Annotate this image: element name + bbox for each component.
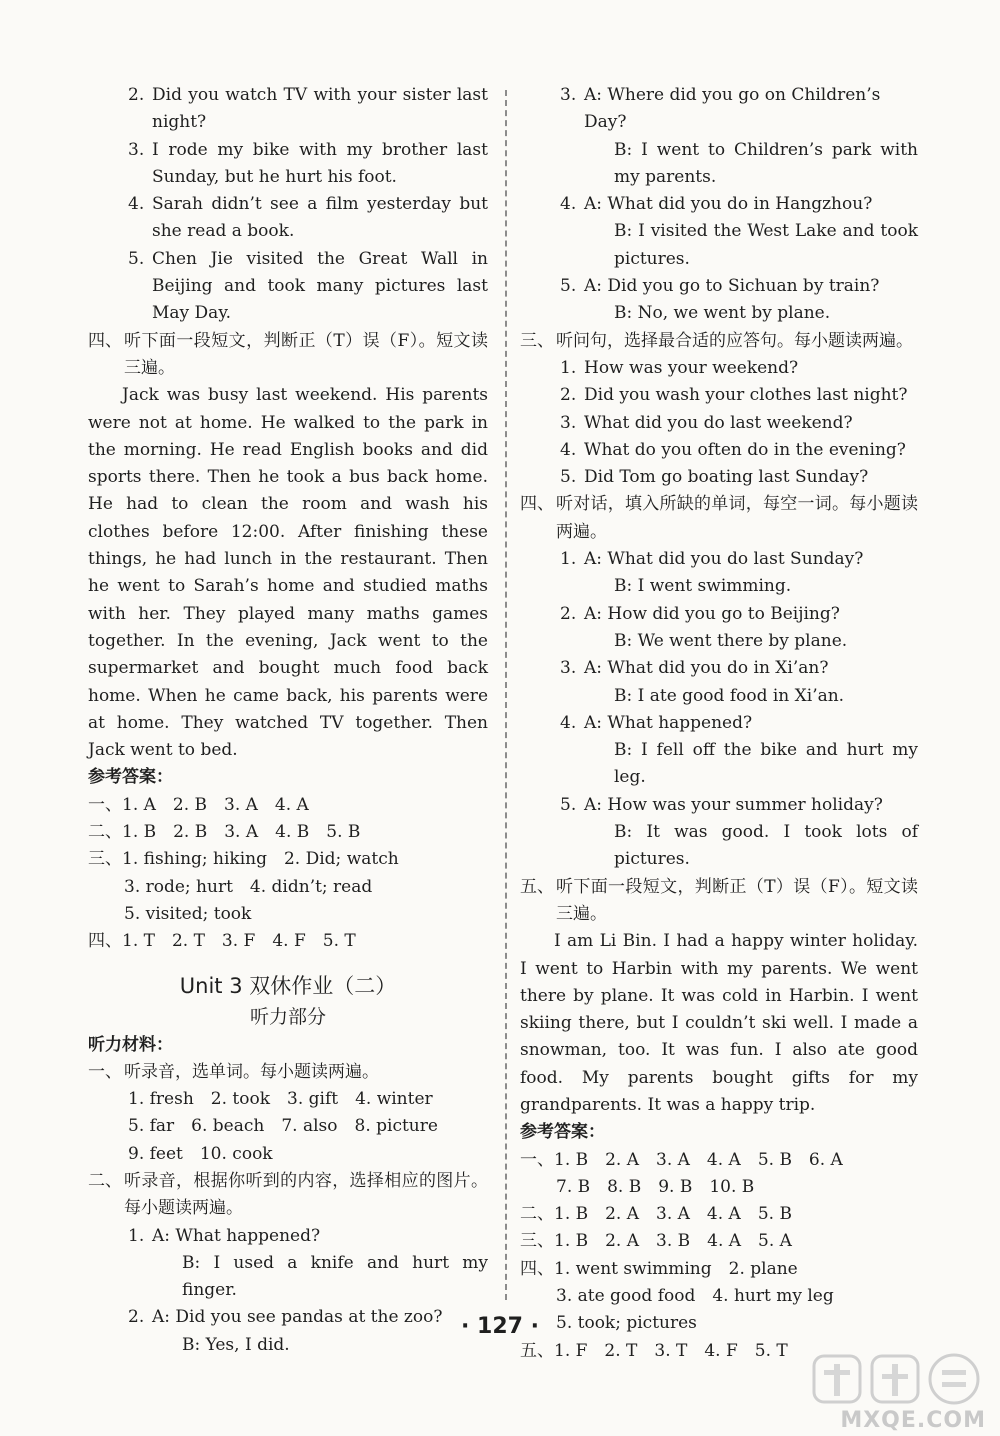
list-item xyxy=(520,437,918,464)
dialog-body xyxy=(584,710,918,792)
dialog-item xyxy=(520,546,918,601)
item-text: Chen Jie visited the Great Wall in Beijing and took many pictures last May Day. xyxy=(152,248,488,324)
list-item xyxy=(88,191,488,246)
section-4-heading xyxy=(520,491,918,546)
answer-line: 3. rode; hurt 4. didn’t; read xyxy=(124,876,373,897)
page-number: · 127 · xyxy=(461,1314,539,1339)
item-number: 4. xyxy=(560,194,577,215)
watermark-logo-icon xyxy=(786,1350,986,1410)
speaker-b-row xyxy=(584,137,918,192)
dialog-body xyxy=(584,191,918,273)
dialog-body xyxy=(152,1223,488,1305)
list-item xyxy=(88,246,488,328)
dialog-item xyxy=(520,191,918,273)
answer-line: 五、1. F 2. T 3. T 4. F 5. T xyxy=(520,1340,788,1361)
list-item xyxy=(520,355,918,382)
answers-label: 参考答案： xyxy=(88,767,173,788)
item-number: 4. xyxy=(128,194,145,215)
dialog-item xyxy=(520,82,918,191)
section-number: 三、 xyxy=(520,330,554,351)
section-instruction: 听问句，选择最合适的应答句。每小题读两遍。 xyxy=(556,330,913,351)
answer-key xyxy=(88,792,488,956)
speaker-b-row xyxy=(584,683,918,710)
answer-line: 三、1. B 2. A 3. B 4. A 5. A xyxy=(520,1231,792,1252)
section-instruction: 听录音，选单词。每小题读两遍。 xyxy=(124,1061,379,1082)
dialog-item xyxy=(520,655,918,710)
speaker-b-line: B: I visited the West Lake and took pictures. xyxy=(614,221,918,269)
section-number: 四、 xyxy=(520,494,554,515)
dialog-body xyxy=(584,601,918,656)
item-number: 1. xyxy=(560,357,577,378)
spacer xyxy=(584,628,614,655)
watermark-url: MXQE.COM xyxy=(840,1408,986,1433)
dialog-list xyxy=(520,82,918,328)
item-text: What do you often do in the evening? xyxy=(584,439,906,460)
speaker-b-line: B: We went there by plane. xyxy=(614,630,848,651)
speaker-a-line: A: What did you do in Hangzhou? xyxy=(584,194,873,215)
section-instruction: 听录音，根据你听到的内容，选择相应的图片。每小题读两遍。 xyxy=(124,1170,488,1219)
item-number: 3. xyxy=(128,139,145,160)
materials-label: 听力材料： xyxy=(88,1034,173,1055)
speaker-a-line: A: Did you see pandas at the zoo? xyxy=(152,1307,443,1328)
left-column xyxy=(88,82,488,1359)
section-2-heading xyxy=(88,1168,488,1223)
speaker-b-row xyxy=(584,737,918,792)
word-list xyxy=(88,1086,488,1168)
dialog-item xyxy=(520,710,918,792)
section-instruction: 听下面一段短文，判断正（T）误（F）。短文读三遍。 xyxy=(124,330,488,378)
passage-li-bin: I am Li Bin. I had a happy winter holiday. I went to Harbin with my parents. We went there by plane. It was cold in Harbin. I went skiing there, but I couldn’t ski well. I made a snowman, too. It was fun. I also ate good food. My parents bought gifts for my grandparents. It was a happy trip. xyxy=(520,931,918,1115)
speaker-b-row xyxy=(152,1250,488,1305)
item-text: I rode my bike with my brother last Sunday, but he hurt his foot. xyxy=(152,139,488,187)
speaker-b-row xyxy=(584,300,918,327)
item-number: 2. xyxy=(128,85,145,105)
answer-line: 一、1. A 2. B 3. A 4. A xyxy=(88,794,309,815)
spacer xyxy=(152,1250,182,1305)
spacer xyxy=(584,300,614,327)
speaker-b-line: B: I used a knife and hurt my finger. xyxy=(182,1252,488,1301)
speaker-b-line: B: I ate good food in Xi’an. xyxy=(614,685,845,706)
dialog-item xyxy=(88,1223,488,1305)
spacer xyxy=(584,218,614,273)
passage-jack: Jack was busy last weekend. His parents were not at home. He walked to the park in the morning. He read English books and did sports there. Then he took a bus back home. He had to clean the room and wash his clothes before 12:00. After finishing these things, he had lunch in the restaurant. Then he went to Sarah’s home and studied maths with her. They played many maths games together. In the evening, Jack went to the supermarket and bought much food back home. When he came back, his parents were at home. They watched TV together. Then Jack went to bed. xyxy=(88,385,488,761)
item-text: Did Tom go boating last Sunday? xyxy=(584,467,869,488)
item-number: 2. xyxy=(560,603,577,624)
list-item xyxy=(520,410,918,437)
dialog-body xyxy=(584,82,918,191)
column-divider xyxy=(505,90,507,1300)
speaker-b-line: B: I went to Children’s park with my parents. xyxy=(614,139,918,187)
item-number: 5. xyxy=(128,248,145,269)
item-text: What did you do last weekend? xyxy=(584,412,853,433)
answer-line: 3. ate good food 4. hurt my leg xyxy=(556,1286,834,1307)
item-number: 5. xyxy=(560,467,577,488)
section-number: 二、 xyxy=(88,1170,122,1191)
speaker-b-line: B: No, we went by plane. xyxy=(614,303,831,324)
speaker-a-line: A: What did you do in Xi’an? xyxy=(584,658,829,679)
speaker-a-line: A: What did you do last Sunday? xyxy=(584,549,864,570)
list-item xyxy=(520,382,918,409)
speaker-b-line: B: Yes, I did. xyxy=(182,1334,290,1355)
item-number: 4. xyxy=(560,712,577,733)
item-text: Did you wash your clothes last night? xyxy=(584,385,908,406)
item-number: 1. xyxy=(128,1225,145,1246)
spacer xyxy=(584,683,614,710)
answer-line: 一、1. B 2. A 3. A 4. A 5. B 6. A xyxy=(520,1149,843,1170)
item-number: 3. xyxy=(560,85,577,105)
speaker-a-line: A: Did you go to Sichuan by train? xyxy=(584,276,880,297)
section-1-heading xyxy=(88,1059,488,1086)
list-item xyxy=(88,137,488,192)
answer-line: 四、1. T 2. T 3. F 4. F 5. T xyxy=(88,931,356,952)
speaker-b-row xyxy=(584,819,918,874)
dialog-body xyxy=(584,655,918,710)
list-item xyxy=(88,82,488,137)
dialog-body xyxy=(584,792,918,874)
section-instruction: 听对话，填入所缺的单词，每空一词。每小题读两遍。 xyxy=(556,494,918,542)
speaker-b-row xyxy=(584,218,918,273)
spacer xyxy=(584,737,614,792)
speaker-b-line: B: I fell off the bike and hurt my leg. xyxy=(614,740,918,788)
section-number: 五、 xyxy=(520,876,554,897)
section-3-heading xyxy=(520,328,918,355)
speaker-a-line: A: Where did you go on Children’s Day? xyxy=(584,85,881,133)
answer-line: 二、1. B 2. B 3. A 4. B 5. B xyxy=(88,822,361,843)
item-number: 2. xyxy=(560,385,577,406)
dialog-item xyxy=(520,792,918,874)
item-number: 2. xyxy=(128,1307,145,1328)
item-number: 3. xyxy=(560,658,577,679)
speaker-b-row xyxy=(584,573,918,600)
spacer xyxy=(584,137,614,192)
answer-line: 二、1. B 2. A 3. A 4. A 5. B xyxy=(520,1204,792,1225)
sentence-list xyxy=(88,82,488,328)
spacer xyxy=(584,819,614,874)
watermark xyxy=(786,1350,986,1434)
section-instruction: 听下面一段短文，判断正（T）误（F）。短文读三遍。 xyxy=(556,876,918,924)
speaker-b-row xyxy=(584,628,918,655)
section-number: 四、 xyxy=(88,330,122,351)
section-number: 一、 xyxy=(88,1061,122,1082)
text-line: 5. far 6. beach 7. also 8. picture xyxy=(128,1116,438,1137)
question-list xyxy=(520,355,918,491)
item-number: 5. xyxy=(560,276,577,297)
speaker-b-line: B: I went swimming. xyxy=(614,576,792,597)
answer-line: 5. visited; took xyxy=(124,903,252,924)
answer-line: 7. B 8. B 9. B 10. B xyxy=(556,1176,755,1197)
answer-line: 四、1. went swimming 2. plane xyxy=(520,1258,798,1279)
spacer xyxy=(584,573,614,600)
item-text: How was your weekend? xyxy=(584,357,799,378)
speaker-a-line: A: How was your summer holiday? xyxy=(584,794,883,815)
list-item xyxy=(520,464,918,491)
text-line: 9. feet 10. cook xyxy=(128,1143,273,1164)
answers-label: 参考答案： xyxy=(520,1122,605,1143)
answer-line: 5. took; pictures xyxy=(556,1313,697,1334)
speaker-a-line: A: What happened? xyxy=(152,1225,321,1246)
dialog-item xyxy=(520,601,918,656)
unit-subtitle: 听力部分 xyxy=(249,1005,326,1028)
item-number: 5. xyxy=(560,794,577,815)
item-number: 3. xyxy=(560,412,577,433)
item-number: 1. xyxy=(560,549,577,570)
answer-line: 三、1. fishing; hiking 2. Did; watch xyxy=(88,849,399,870)
dialog-item xyxy=(520,273,918,328)
item-number: 4. xyxy=(560,439,577,460)
speaker-b-line: B: It was good. I took lots of pictures. xyxy=(614,822,918,870)
speaker-a-line: A: How did you go to Beijing? xyxy=(584,603,840,624)
text-line: 1. fresh 2. took 3. gift 4. winter xyxy=(128,1089,433,1110)
dialog-body xyxy=(584,546,918,601)
speaker-a-line: A: What happened? xyxy=(584,712,753,733)
item-text: Did you watch TV with your sister last night? xyxy=(152,85,488,133)
unit-title: Unit 3 双休作业（二） xyxy=(179,973,397,998)
section-5-heading xyxy=(520,874,918,929)
section-4-heading xyxy=(88,328,488,383)
dialog-body xyxy=(584,273,918,328)
item-text: Sarah didn’t see a film yesterday but she read a book. xyxy=(152,194,488,242)
dialog-list xyxy=(520,546,918,874)
right-column xyxy=(520,82,918,1365)
